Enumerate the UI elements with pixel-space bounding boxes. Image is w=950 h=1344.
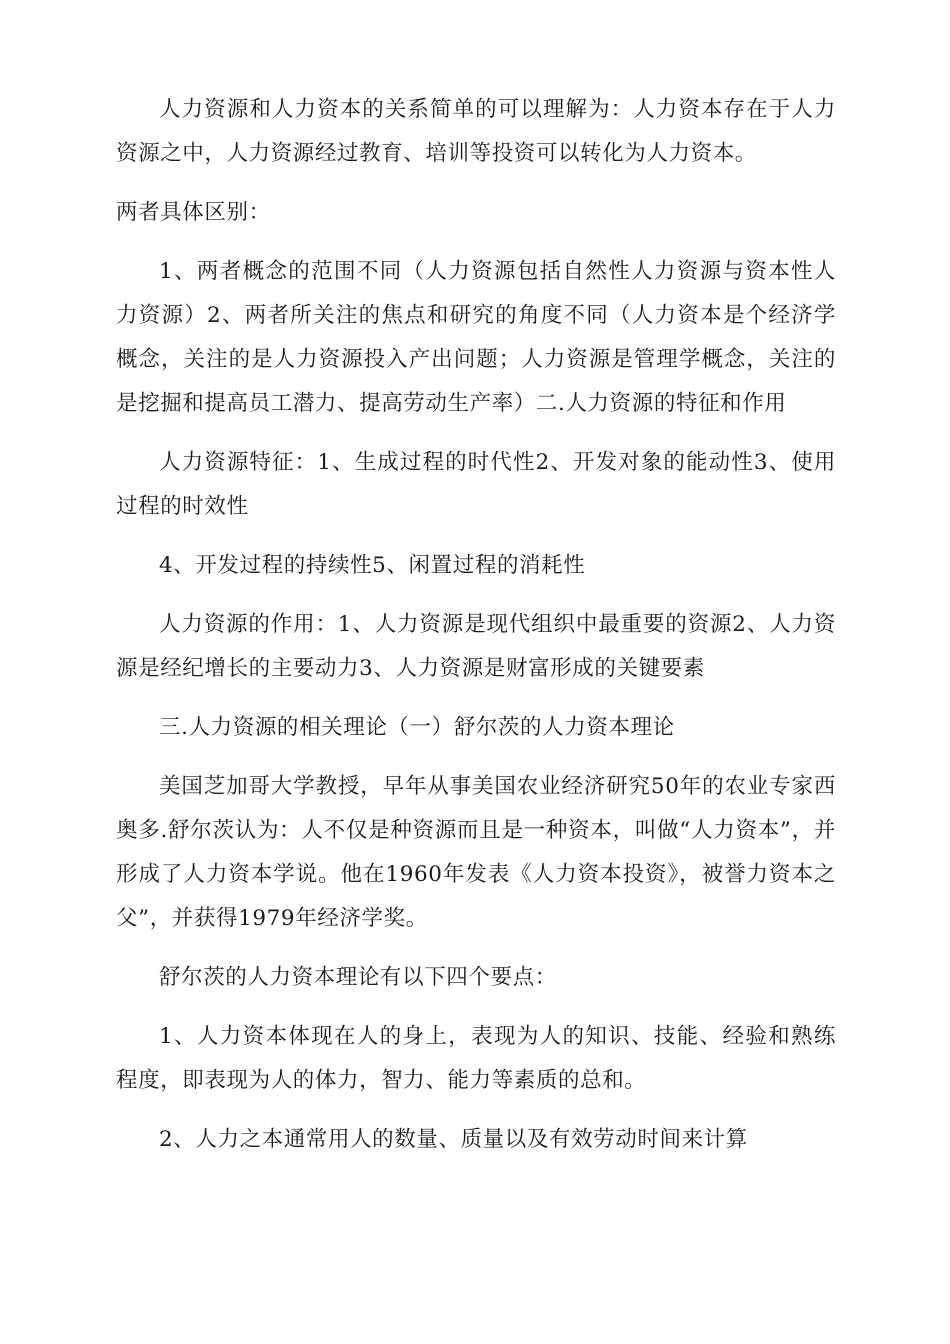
paragraph-differences-heading: 两者具体区别： bbox=[116, 200, 271, 225]
document-body bbox=[116, 88, 836, 1177]
paragraph-schultz-bio: 美国芝加哥大学教授，早年从事美国农业经济研究50年的农业专家西奥多.舒尔茨认为：人不仅是种资源而且是一种资本，叫做“人力资本”，并形成了人力资本学说。他在1960年发表《人力资本投资》，被誉力资本之父”，并获得1979年经济学奖。 bbox=[116, 774, 836, 931]
paragraph-differences-detail: 1、两者概念的范围不同（人力资源包括自然性人力资源与资本性人力资源）2、两者所关注的焦点和研究的角度不同（人力资本是个经济学概念，关注的是人力资源投入产出问题；人力资源是管理学概念，关注的是挖掘和提高员工潜力、提高劳动生产率）二.人力资源的特征和作用 bbox=[116, 259, 836, 416]
paragraph-features: 人力资源特征：1、生成过程的时代性2、开发对象的能动性3、使用过程的时效性 bbox=[116, 450, 836, 519]
paragraph-schultz-points-intro: 舒尔茨的人力资本理论有以下四个要点： bbox=[159, 965, 557, 990]
paragraph-point-1: 1、人力资本体现在人的身上，表现为人的知识、技能、经验和熟练程度，即表现为人的体力，智力、能力等素质的总和。 bbox=[116, 1024, 836, 1093]
paragraph-features-continued: 4、开发过程的持续性5、闲置过程的消耗性 bbox=[159, 553, 586, 578]
paragraph-point-2: 2、人力之本通常用人的数量、质量以及有效劳动时间来计算 bbox=[159, 1127, 748, 1152]
section-heading-theories: 三.人力资源的相关理论（一）舒尔茨的人力资本理论 bbox=[159, 715, 675, 740]
paragraph-relationship: 人力资源和人力资本的关系简单的可以理解为：人力资本存在于人力资源之中，人力资源经过教育、培训等投资可以转化为人力资本。 bbox=[116, 97, 836, 166]
paragraph-roles: 人力资源的作用：1、人力资源是现代组织中最重要的资源2、人力资源是经纪增长的主要动力3、人力资源是财富形成的关键要素 bbox=[116, 612, 836, 681]
